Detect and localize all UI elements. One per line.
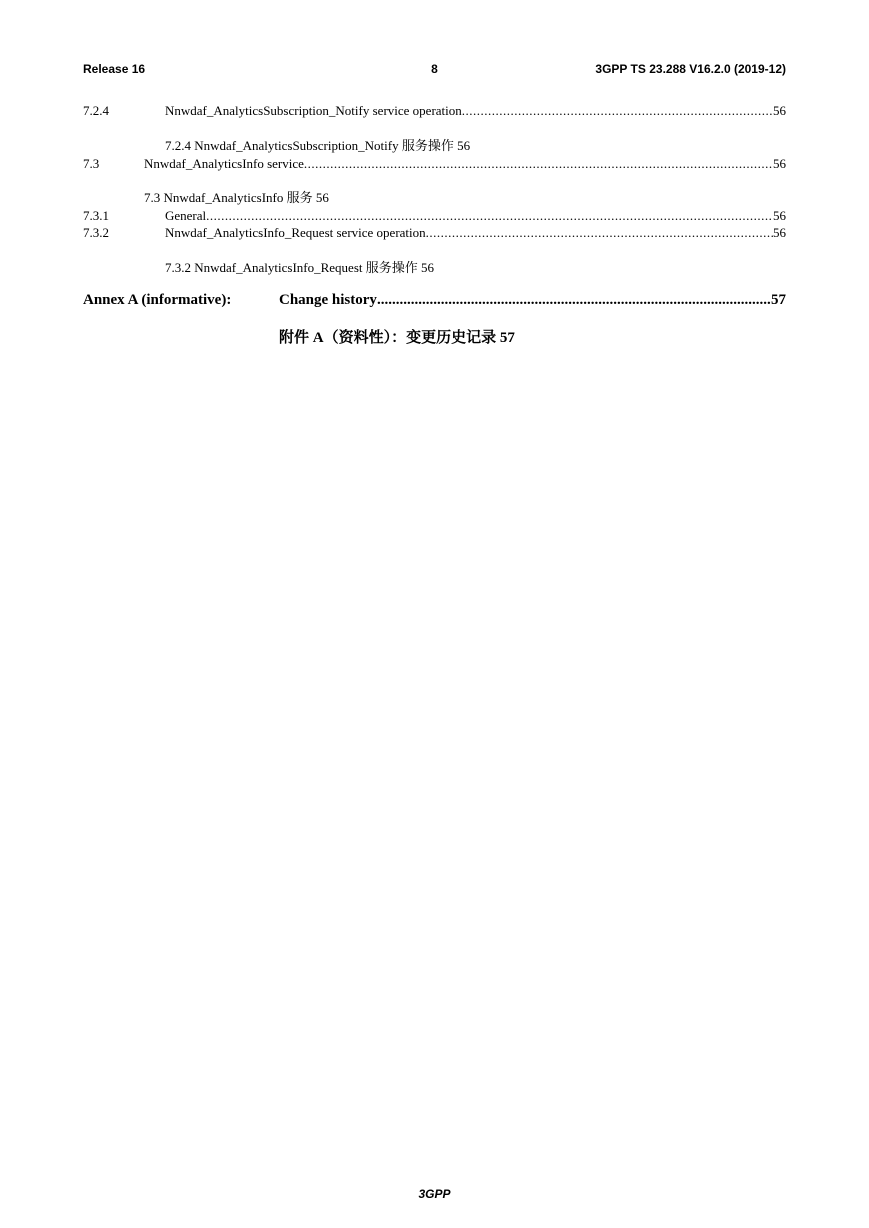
toc-title: Nnwdaf_AnalyticsInfo_Request service operation	[165, 225, 426, 240]
toc-entry-body	[144, 156, 786, 172]
toc-leader-dots	[377, 290, 771, 310]
toc-entry-body	[165, 208, 786, 224]
toc-page: 56	[773, 225, 786, 240]
toc-number: 7.3.2	[83, 225, 109, 240]
annex-page: 57	[771, 292, 786, 308]
toc-entry-7-3-1[interactable]	[83, 208, 786, 224]
toc-translation-7-2-4: 7.2.4 Nnwdaf_AnalyticsSubscription_Notify 服务操作 56	[165, 138, 471, 153]
page-footer: 3GPP	[418, 1187, 451, 1201]
toc-title: General	[165, 208, 207, 223]
toc-entry-7-3[interactable]	[83, 156, 786, 172]
toc-number: 7.3	[83, 156, 100, 171]
toc-entry-annex-a[interactable]	[83, 290, 786, 310]
toc-translation-7-3: 7.3 Nnwdaf_AnalyticsInfo 服务 56	[144, 190, 329, 205]
toc-leader-dots	[462, 103, 773, 119]
release-label: Release 16	[83, 62, 146, 76]
toc-translation-7-3-2: 7.3.2 Nnwdaf_AnalyticsInfo_Request 服务操作 56	[165, 260, 434, 275]
annex-title: Change history	[279, 292, 377, 308]
annex-label: Annex A (informative):	[83, 292, 232, 308]
toc-title: Nnwdaf_AnalyticsSubscription_Notify service operation	[165, 103, 462, 118]
toc-entry-7-3-2[interactable]	[83, 225, 786, 241]
page-header	[83, 62, 786, 78]
toc-page: 56	[773, 156, 786, 171]
spec-id: 3GPP TS 23.288 V16.2.0 (2019-12)	[595, 62, 786, 76]
toc-entry-body	[165, 225, 786, 241]
toc-leader-dots	[304, 156, 773, 172]
toc-page: 56	[773, 103, 786, 118]
toc-entry-body	[165, 103, 786, 119]
toc-leader-dots	[426, 225, 773, 241]
toc-title: Nnwdaf_AnalyticsInfo service	[144, 156, 304, 171]
toc-page: 56	[773, 208, 786, 223]
toc-entry-body	[279, 290, 786, 310]
toc-number: 7.2.4	[83, 103, 109, 118]
page-number: 8	[431, 62, 438, 76]
toc-leader-dots	[206, 208, 773, 224]
annex-translation: 附件 A（资料性）：变更历史记录 57	[279, 330, 515, 346]
toc-number: 7.3.1	[83, 208, 109, 223]
toc-entry-7-2-4[interactable]	[83, 103, 786, 119]
